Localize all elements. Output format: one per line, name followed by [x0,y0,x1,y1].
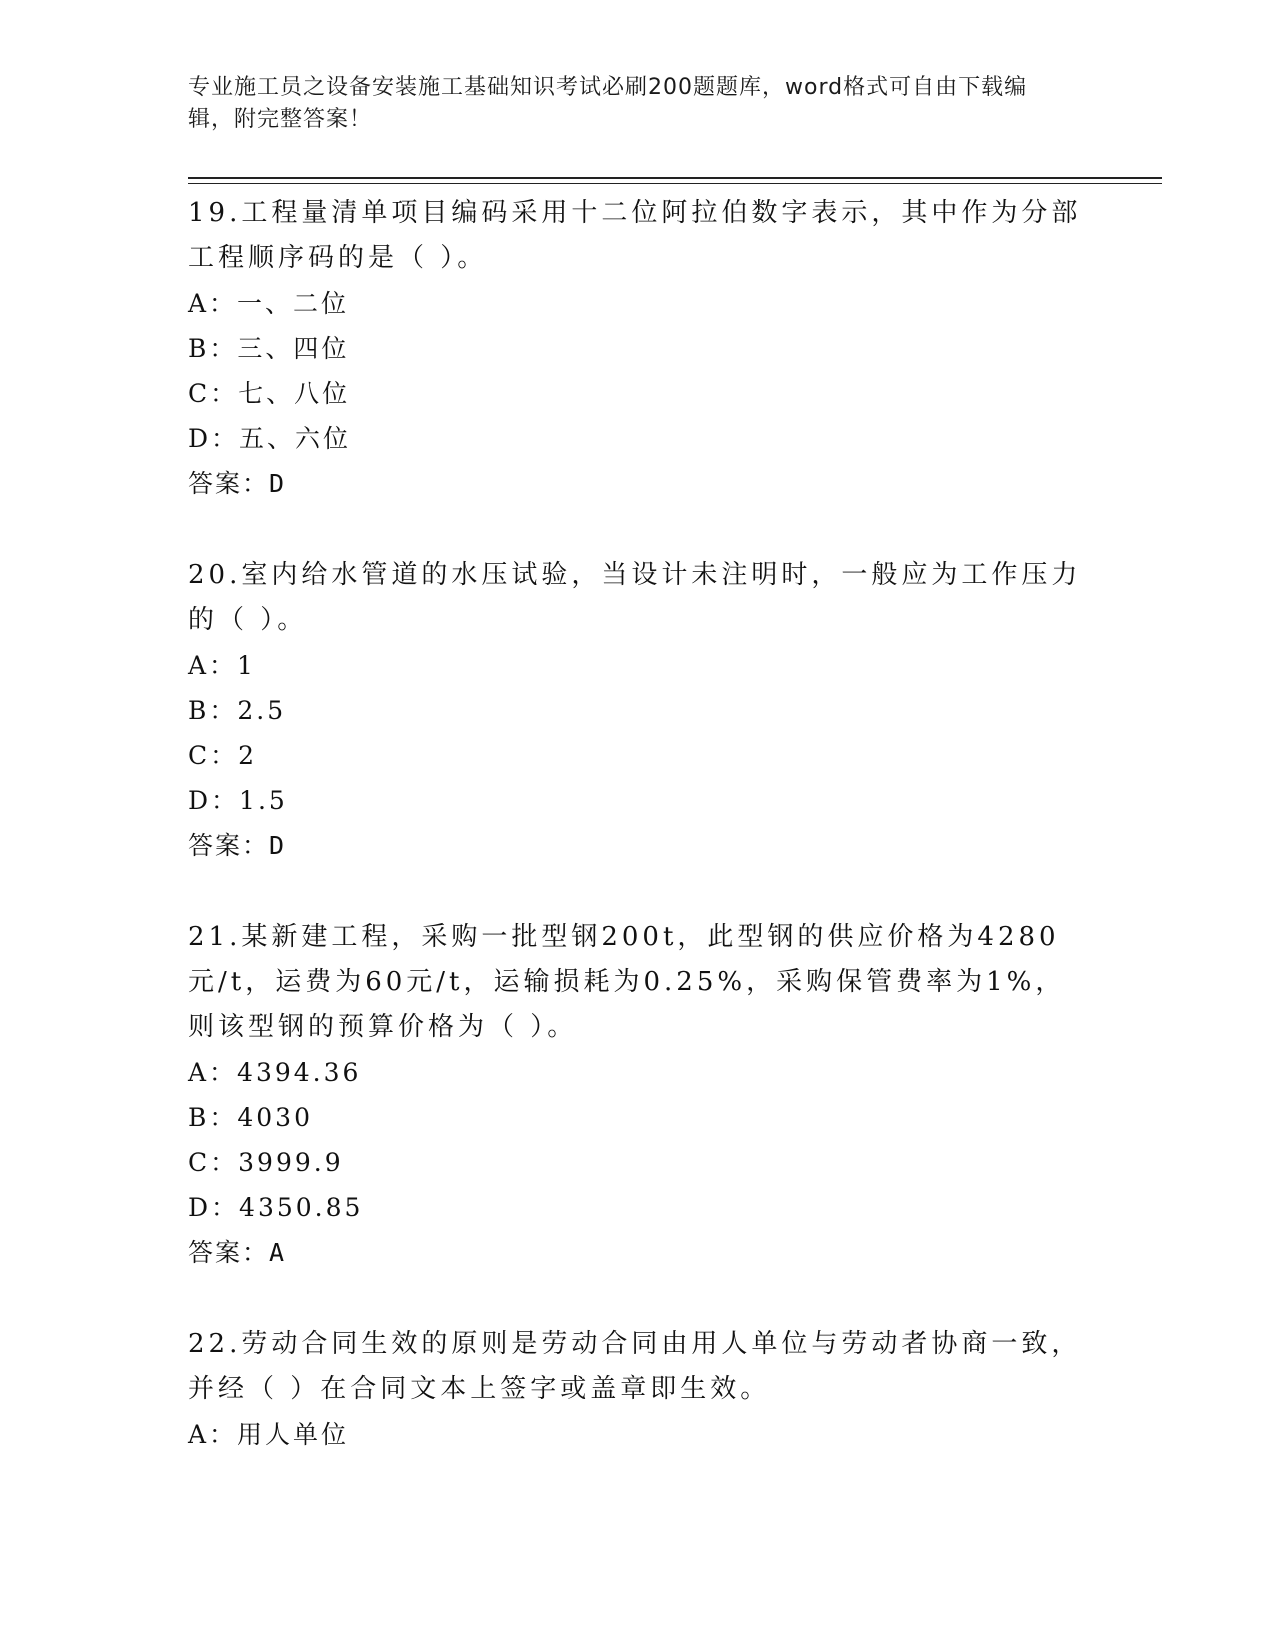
answer-value: D [269,831,287,860]
document-header: 专业施工员之设备安装施工基础知识考试必刷200题题库，word格式可自由下载编辑，附完整答案！ [188,75,1028,132]
question-19 [188,191,1088,506]
answer-label: 答案： [188,831,270,860]
question-stem: 19.工程量清单项目编码采用十二位阿拉伯数字表示，其中作为分部工程顺序码的是（ ）。 [188,198,1082,273]
answer-label: 答案： [188,1238,270,1267]
option-c: C：3999.9 [188,1148,344,1177]
option-a: A：一、二位 [188,289,350,318]
header-divider-thin [188,183,1162,184]
answer-label: 答案： [188,469,270,498]
option-b: B：2.5 [188,696,287,725]
question-21 [188,915,1088,1275]
header-divider-thick [188,177,1162,179]
question-list [188,191,1088,1504]
option-d: D：4350.85 [188,1193,364,1222]
option-a: A：4394.36 [188,1058,362,1087]
option-c: C：七、八位 [188,379,351,408]
question-22 [188,1322,1088,1457]
question-stem: 20.室内给水管道的水压试验，当设计未注明时，一般应为工作压力的（ ）。 [188,560,1082,635]
option-b: B：4030 [188,1103,313,1132]
option-c: C：2 [188,741,258,770]
question-20 [188,553,1088,868]
answer-value: D [269,469,287,498]
option-d: D：五、六位 [188,424,352,453]
option-a: A：1 [188,651,256,680]
question-stem: 21.某新建工程，采购一批型钢200t，此型钢的供应价格为4280元/t，运费为60元/t，运输损耗为0.25%，采购保管费率为1%，则该型钢的预算价格为（ ）。 [188,922,1066,1042]
answer-value: A [269,1238,287,1267]
answer-line [188,1230,1088,1275]
answer-line [188,461,1088,506]
option-a: A：用人单位 [188,1420,350,1449]
answer-line [188,823,1088,868]
question-stem: 22.劳动合同生效的原则是劳动合同由用人单位与劳动者协商一致，并经（ ）在合同文本上签字或盖章即生效。 [188,1329,1082,1404]
option-b: B：三、四位 [188,334,350,363]
option-d: D：1.5 [188,786,288,815]
